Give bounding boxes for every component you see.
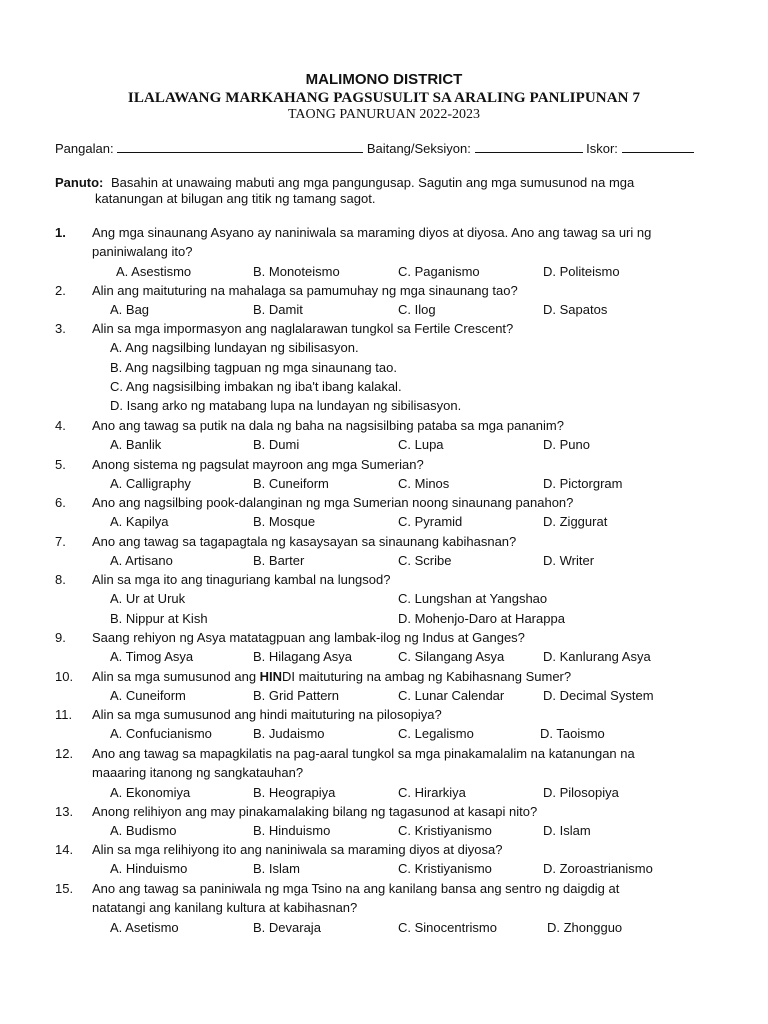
grade-blank[interactable]	[475, 141, 583, 153]
question-number: 6.	[55, 495, 66, 510]
question-text	[92, 669, 571, 684]
answer-option[interactable]: D. Zhongguo	[547, 919, 623, 935]
question-number: 13.	[55, 804, 74, 819]
question-number: 3.	[55, 321, 66, 336]
answer-option[interactable]: B. Ang nagsilbing tagpuan ng mga sinaunang tao.	[110, 359, 397, 375]
answer-option[interactable]: C. Hirarkiya	[398, 784, 466, 800]
question-text: Saang rehiyon ng Asya matatagpuan ang lambak-ilog ng Indus at Ganges?	[92, 630, 525, 645]
answer-option[interactable]: D. Decimal System	[543, 688, 654, 704]
answer-option[interactable]: B. Hinduismo	[253, 823, 331, 839]
question-number: 5.	[55, 457, 66, 472]
answer-option[interactable]: A. Timog Asya	[110, 649, 194, 665]
district-title: MALIMONO DISTRICT	[305, 71, 463, 88]
answer-option[interactable]: D. Zoroastrianismo	[543, 861, 653, 877]
answer-option[interactable]: D. Isang arko ng matabang lupa na lundayan ng sibilisasyon.	[110, 398, 462, 414]
question-number: 14.	[55, 842, 74, 857]
answer-option[interactable]: A. Bag	[110, 302, 150, 318]
answer-option[interactable]: A. Ang nagsilbing lundayan ng sibilisasyon.	[110, 340, 359, 356]
answer-option[interactable]: B. Mosque	[253, 514, 316, 530]
answer-option[interactable]: C. Lungshan at Yangshao	[398, 591, 548, 607]
answer-option[interactable]: B. Nippur at Kish	[110, 610, 208, 626]
answer-option[interactable]: D. Kanlurang Asya	[543, 649, 651, 665]
answer-option[interactable]: B. Hilagang Asya	[253, 649, 353, 665]
answer-option[interactable]: C. Lunar Calendar	[398, 688, 505, 704]
answer-option[interactable]: A. Ur at Uruk	[110, 591, 186, 607]
instructions-label: Panuto:	[55, 175, 104, 190]
score-blank[interactable]	[622, 141, 694, 153]
answer-option[interactable]: C. Ang nagsisilbing imbakan ng iba't ibang kalakal.	[110, 378, 402, 394]
question-text-part: Alin sa mga sumusunod ang	[92, 669, 260, 684]
answer-option[interactable]: D. Pictorgram	[543, 476, 623, 492]
answer-option[interactable]: C. Ilog	[398, 302, 436, 318]
question-text: Anong relihiyon ang may pinakamalaking bilang ng tagasunod at kasapi nito?	[92, 804, 538, 819]
question-number: 11.	[55, 707, 73, 722]
question-text: paniniwalang ito?	[92, 244, 193, 260]
question-text: Alin sa mga impormasyon ang naglalarawan tungkol sa Fertile Crescent?	[92, 321, 514, 336]
question-text: Ano ang tawag sa putik na dala ng baha na nagsisilbing pataba sa mga pananim?	[92, 418, 564, 433]
name-label: Pangalan:	[55, 141, 114, 156]
answer-option[interactable]: D. Politeismo	[543, 263, 620, 279]
answer-option[interactable]: C. Scribe	[398, 553, 452, 569]
answer-option[interactable]: C. Kristiyanismo	[398, 861, 492, 877]
question-text: maaaring itanong ng sangkatauhan?	[92, 765, 304, 781]
answer-option[interactable]: C. Paganismo	[398, 263, 480, 279]
question-text: Ano ang tawag sa paniniwala ng mga Tsino na ang kanilang bansa ang sentro ng daigdig at	[92, 881, 620, 896]
answer-option[interactable]: C. Pyramid	[398, 514, 463, 530]
answer-option[interactable]: C. Minos	[398, 476, 450, 492]
question-number: 10.	[55, 669, 74, 684]
question-number: 2.	[55, 283, 66, 298]
question-text: natatangi ang kanilang kultura at kabihasnan?	[92, 900, 358, 916]
answer-option[interactable]: A. Confucianismo	[110, 726, 212, 742]
answer-option[interactable]: C. Silangang Asya	[398, 649, 505, 665]
answer-option[interactable]: A. Cuneiform	[110, 688, 186, 704]
question-number: 9.	[55, 630, 66, 645]
answer-option[interactable]: A. Hinduismo	[110, 861, 188, 877]
question-number: 7.	[55, 534, 66, 549]
answer-option[interactable]: A. Budismo	[110, 823, 177, 839]
score-label: Iskor:	[586, 141, 618, 156]
answer-option[interactable]: A. Artisano	[110, 553, 173, 569]
answer-option[interactable]: B. Dumi	[253, 437, 300, 453]
answer-option[interactable]: C. Legalismo	[398, 726, 474, 742]
answer-option[interactable]: B. Monoteismo	[253, 263, 340, 279]
question-text: Alin ang maituturing na mahalaga sa pamumuhay ng mga sinaunang tao?	[92, 283, 518, 298]
answer-option[interactable]: A. Asestismo	[116, 263, 192, 279]
question-text: Anong sistema ng pagsulat mayroon ang mga Sumerian?	[92, 457, 424, 472]
answer-option[interactable]: B. Grid Pattern	[253, 688, 339, 704]
answer-option[interactable]: A. Calligraphy	[110, 476, 191, 492]
question-text: Alin sa mga ito ang tinaguriang kambal na lungsod?	[92, 572, 391, 587]
instructions-line-1: Basahin at unawaing mabuti ang mga pangungusap. Sagutin ang mga sumusunod na mga	[111, 175, 635, 190]
question-text: Alin sa mga relihiyong ito ang naniniwala sa maraming diyos at diyosa?	[92, 842, 503, 857]
answer-option[interactable]: B. Heograpiya	[253, 784, 336, 800]
question-number: 4.	[55, 418, 66, 433]
grade-label: Baitang/Seksiyon:	[366, 141, 471, 156]
question-text: Ano ang nagsilbing pook-dalanginan ng mga Sumerian noong sinaunang panahon?	[92, 495, 574, 510]
answer-option[interactable]: C. Lupa	[398, 437, 444, 453]
answer-option[interactable]: A. Ekonomiya	[110, 784, 191, 800]
answer-option[interactable]: C. Sinocentrismo	[398, 919, 497, 935]
exam-title: ILALAWANG MARKAHANG PAGSUSULIT SA ARALING PANLIPUNAN 7	[127, 90, 641, 106]
question-number: 15.	[55, 881, 74, 896]
answer-option[interactable]: B. Cuneiform	[253, 476, 329, 492]
school-year: TAONG PANURUAN 2022-2023	[287, 107, 481, 122]
answer-option[interactable]: B. Islam	[253, 861, 300, 877]
question-text: Ang mga sinaunang Asyano ay naniniwala sa maraming diyos at diyosa. Ano ang tawag sa uri ng	[92, 225, 652, 240]
answer-option[interactable]: D. Islam	[543, 823, 591, 839]
emphasis-hindi: HIN	[259, 669, 283, 684]
answer-option[interactable]: D. Ziggurat	[543, 514, 608, 530]
question-text: Ano ang tawag sa mapagkilatis na pag-aaral tungkol sa mga pinakamalalim na katanungan na	[92, 746, 635, 761]
answer-option[interactable]: A. Kapilya	[110, 514, 169, 530]
answer-option[interactable]: C. Kristiyanismo	[398, 823, 492, 839]
answer-option[interactable]: D. Puno	[543, 437, 590, 453]
answer-option[interactable]: D. Pilosopiya	[543, 784, 619, 800]
answer-option[interactable]: B. Barter	[253, 553, 305, 569]
question-text: Ano ang tawag sa tagapagtala ng kasaysayan sa sinaunang kabihasnan?	[92, 534, 517, 549]
answer-option[interactable]: D. Writer	[543, 553, 595, 569]
answer-option[interactable]: D. Taoismo	[540, 726, 605, 742]
answer-option[interactable]: D. Sapatos	[543, 302, 608, 318]
question-number: 8.	[55, 572, 66, 587]
question-text-part: DI maituturing na ambag ng Kabihasnang Sumer?	[282, 669, 572, 684]
answer-option[interactable]: A. Banlik	[110, 437, 162, 453]
question-number: 1.	[55, 225, 66, 240]
student-info-line	[55, 141, 715, 156]
answer-option[interactable]: D. Mohenjo-Daro at Harappa	[398, 610, 565, 626]
question-number: 12.	[55, 746, 74, 761]
answer-option[interactable]: A. Asetismo	[110, 919, 179, 935]
answer-option[interactable]: B. Damit	[253, 302, 303, 318]
question-text: Alin sa mga sumusunod ang hindi maituturing na pilosopiya?	[92, 707, 442, 722]
answer-option[interactable]: B. Judaismo	[253, 726, 325, 742]
answer-option[interactable]: B. Devaraja	[253, 919, 321, 935]
instructions-line-2: katanungan at bilugan ang titik ng tamang sagot.	[95, 191, 376, 206]
name-blank[interactable]	[117, 141, 363, 153]
